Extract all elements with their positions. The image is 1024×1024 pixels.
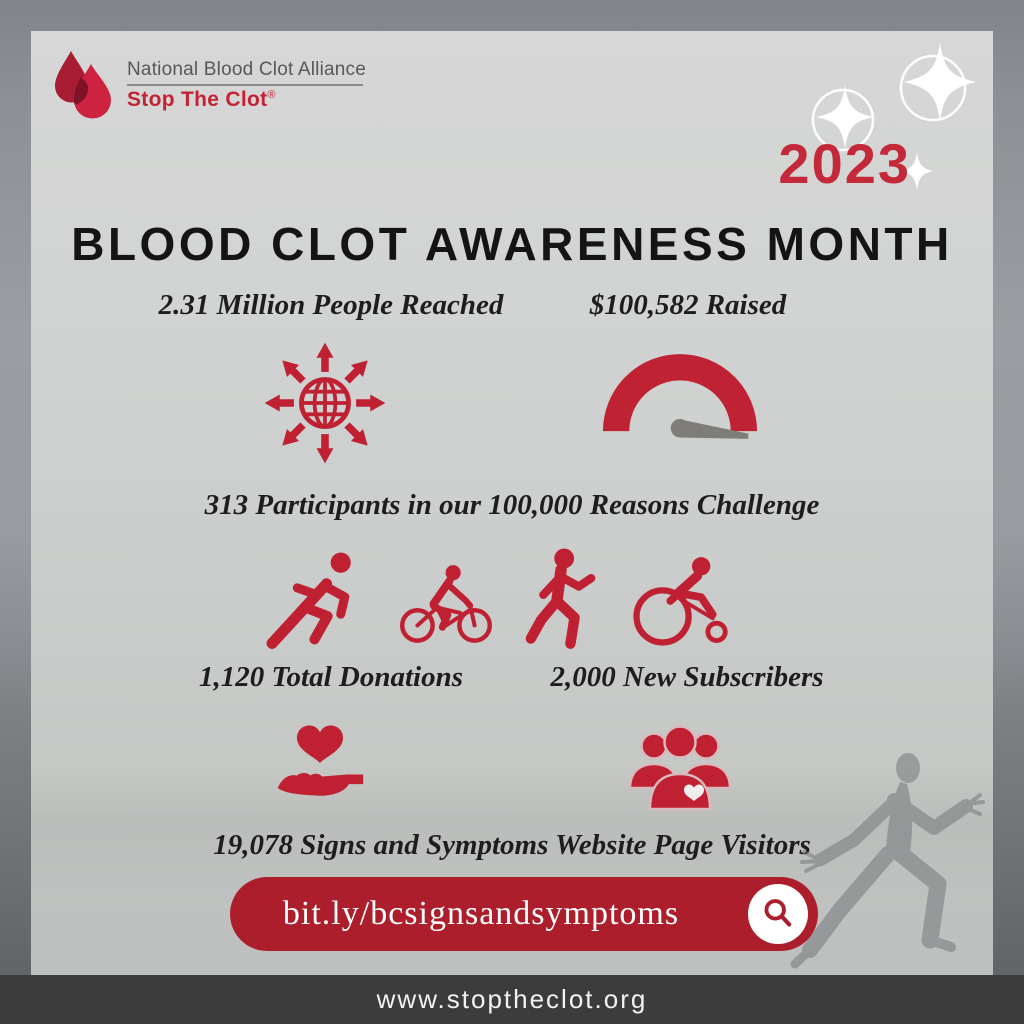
gauge-icon xyxy=(602,353,758,441)
cta-link-button[interactable] xyxy=(230,877,818,951)
runner-silhouette xyxy=(788,742,993,975)
stat-raised: $100,582 Raised xyxy=(589,289,787,321)
walker-icon xyxy=(522,547,598,651)
stat-people-reached: 2.31 Million People Reached xyxy=(158,289,504,321)
stat-visitors: 19,078 Signs and Symptoms Website Page Visitors xyxy=(213,829,811,861)
footer-band xyxy=(0,975,1024,1024)
nbca-logo xyxy=(51,48,366,126)
cta-link-label: bit.ly/bcsignsandsymptoms xyxy=(282,895,680,932)
heart-in-hand-icon xyxy=(272,718,368,808)
stat-subscribers: 2,000 New Subscribers xyxy=(550,661,824,693)
activity-icons-row xyxy=(264,543,732,651)
registered-mark: ® xyxy=(267,89,276,101)
wheelchair-racer-icon xyxy=(624,551,732,651)
runner-icon xyxy=(264,549,370,651)
website-url[interactable]: www.stoptheclot.org xyxy=(376,984,648,1014)
year-label: 2023 xyxy=(778,132,911,195)
search-icon xyxy=(748,884,808,944)
logo-tagline: Stop The Clot® xyxy=(127,88,276,111)
stat-challenge: 313 Participants in our 100,000 Reasons Challenge xyxy=(204,489,820,521)
content-card xyxy=(31,31,993,975)
logo-divider xyxy=(127,84,363,86)
stat-donations: 1,120 Total Donations xyxy=(198,661,464,693)
blood-drop-icon xyxy=(51,48,113,126)
people-group-heart-icon xyxy=(622,722,738,812)
page-title: BLOOD CLOT AWARENESS MONTH xyxy=(71,218,953,270)
cyclist-icon xyxy=(396,557,496,651)
globe-arrows-icon xyxy=(259,337,391,469)
logo-org-name: National Blood Clot Alliance xyxy=(127,59,367,80)
